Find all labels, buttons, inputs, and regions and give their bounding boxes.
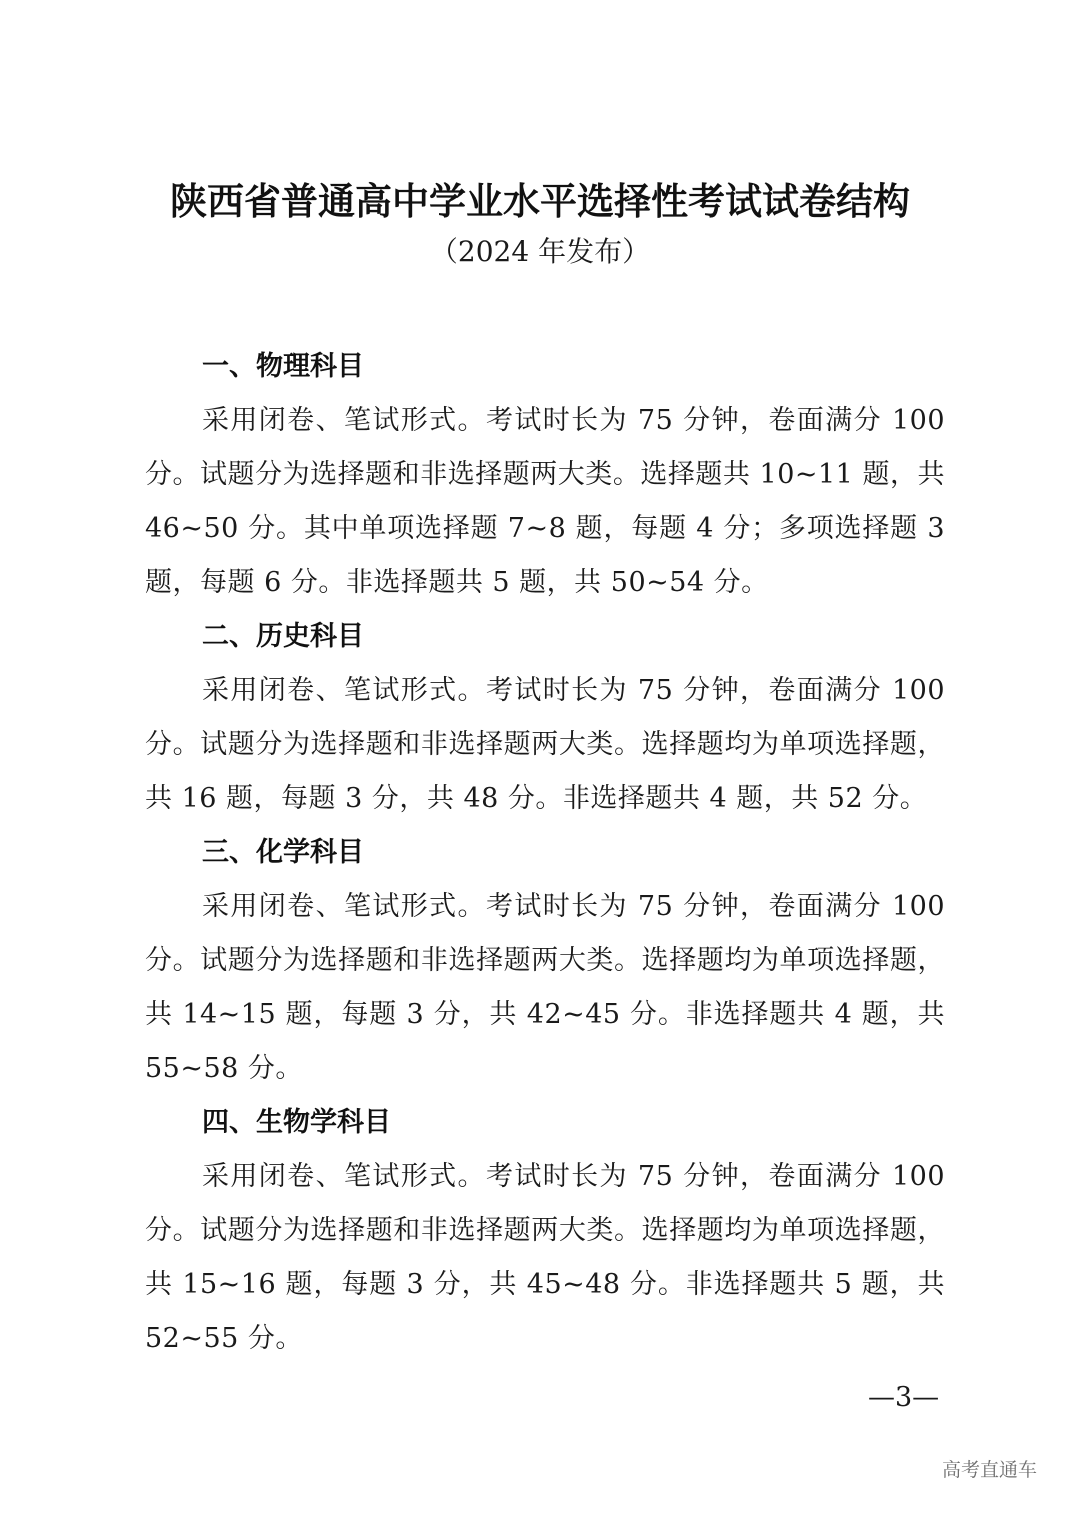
section-heading: 三、化学科目 (202, 837, 364, 868)
section-physics (145, 340, 945, 610)
section-history (145, 610, 945, 826)
document-subtitle: （2024 年发布） (429, 235, 651, 268)
section-chemistry (145, 826, 945, 1096)
section-heading: 一、物理科目 (202, 351, 364, 382)
watermark-label: 高考直通车 (942, 1459, 1038, 1481)
section-body: 采用闭卷、笔试形式。考试时长为 75 分钟，卷面满分 100 分。试题分为选择题和非选择题两大类。选择题均为单项选择题，共 15~16 题，每题 3 分，共 45~48 分。非选择题共 5 题，共 52~55 分。 (145, 1161, 945, 1354)
section-heading: 二、历史科目 (202, 621, 364, 652)
document-content (145, 340, 945, 1366)
section-heading: 四、生物学科目 (202, 1107, 391, 1138)
page-number: —3— (868, 1382, 940, 1413)
section-body: 采用闭卷、笔试形式。考试时长为 75 分钟，卷面满分 100 分。试题分为选择题和非选择题两大类。选择题共 10~11 题，共 46~50 分。其中单项选择题 7~8 题，每题 4 分；多项选择题 3 题，每题 6 分。非选择题共 5 题，共 50~54 分。 (145, 405, 945, 598)
section-body: 采用闭卷、笔试形式。考试时长为 75 分钟，卷面满分 100 分。试题分为选择题和非选择题两大类。选择题均为单项选择题，共 14~15 题，每题 3 分，共 42~45 分。非选择题共 4 题，共 55~58 分。 (145, 891, 945, 1084)
section-biology (145, 1096, 945, 1366)
document-title: 陕西省普通高中学业水平选择性考试试卷结构 (170, 179, 910, 223)
section-body: 采用闭卷、笔试形式。考试时长为 75 分钟，卷面满分 100 分。试题分为选择题和非选择题两大类。选择题均为单项选择题，共 16 题，每题 3 分，共 48 分。非选择题共 4 题，共 52 分。 (145, 675, 945, 814)
